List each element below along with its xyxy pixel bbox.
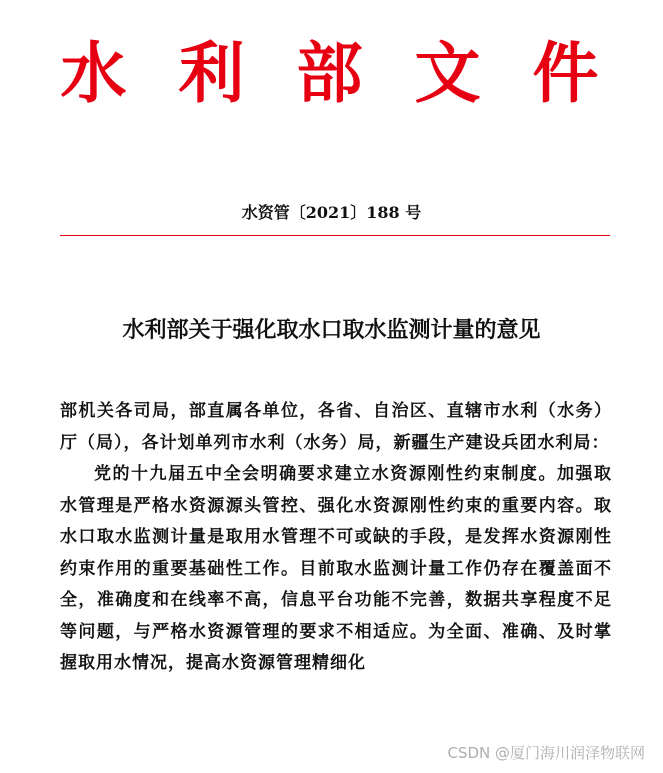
csdn-watermark: CSDN @厦门海川润泽物联网	[447, 744, 645, 762]
document-number: 水资管〔2021〕188 号	[241, 203, 422, 222]
document-body	[60, 396, 612, 680]
red-divider-line	[60, 235, 610, 236]
body-paragraph: 党的十九届五中全会明确要求建立水资源刚性约束制度。加强取水管理是严格水资源源头管控、强化水资源刚性约束的重要内容。取水口取水监测计量是取用水管理不可或缺的手段，是发挥水资源刚性约束作用的重要基础性工作。目前取水监测计量工作仍存在覆盖面不全，准确度和在线率不高，信息平台功能不完善，数据共享程度不足等问题，与严格水资源管理的要求不相适应。为全面、准确、及时掌握取用水情况，提高水资源管理精细化	[60, 464, 612, 673]
document-title: 水利部关于强化取水口取水监测计量的意见	[122, 317, 541, 343]
masthead-title: 水利部文件	[60, 35, 651, 112]
salutation: 部机关各司局，部直属各单位，各省、自治区、直辖市水利（水务）厅（局），各计划单列市水利（水务）局，新疆生产建设兵团水利局：	[60, 401, 612, 453]
